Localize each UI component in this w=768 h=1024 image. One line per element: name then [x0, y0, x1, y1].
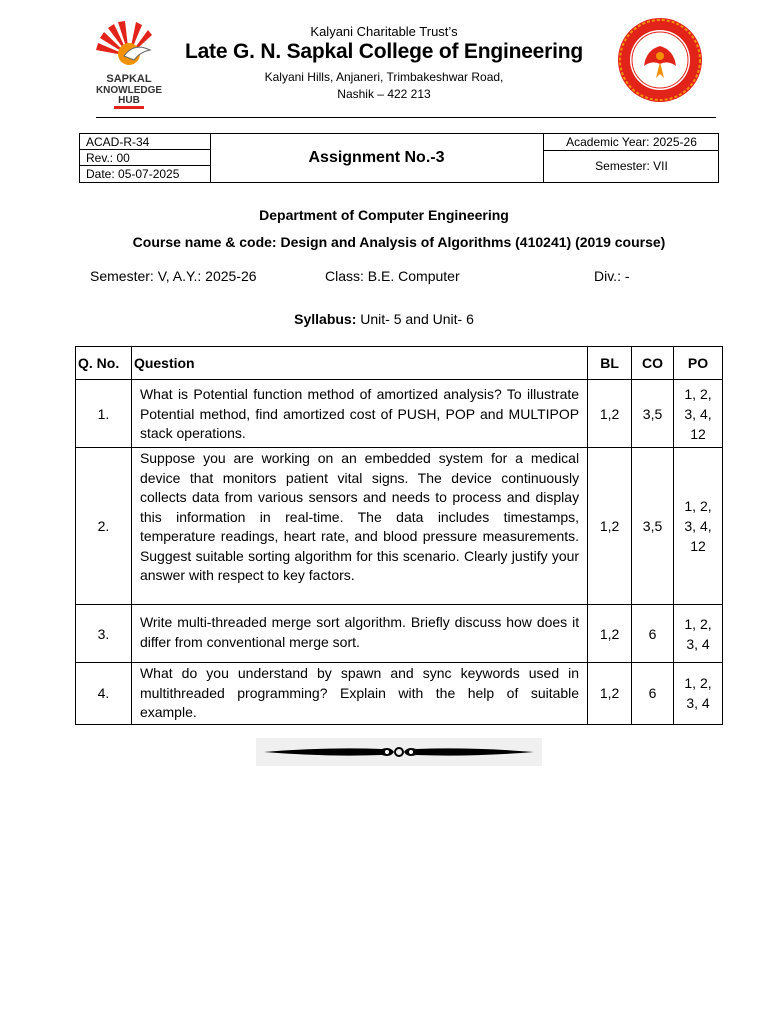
header-bl: BL	[588, 347, 632, 380]
po-value: 1, 2, 3, 4	[674, 663, 723, 725]
co-value: 6	[632, 663, 674, 725]
doc-code: ACAD-R-34	[80, 134, 210, 150]
logo-text-2: KNOWLEDGE	[95, 85, 163, 96]
trust-name: Kalyani Charitable Trust’s	[310, 24, 458, 39]
table-header-row	[76, 347, 723, 380]
header-question: Question	[131, 347, 587, 380]
question-number: 4.	[76, 663, 132, 725]
syllabus-label: Syllabus:	[294, 311, 357, 327]
logo-text-3: HUB	[118, 95, 140, 106]
co-value: 3,5	[632, 448, 674, 605]
question-number: 3.	[76, 605, 132, 663]
co-value: 3,5	[632, 380, 674, 448]
table-row	[76, 663, 723, 725]
po-value: 1, 2, 3, 4, 12	[674, 380, 723, 448]
syllabus-value: Unit- 5 and Unit- 6	[356, 311, 474, 327]
question-text: Suppose you are working on an embedded system for a medical device that monitors patient vital signs. The device continuously collects data from various sensors and needs to process and display this information in real-time. The data includes timestamps, temperature readings, heart rate, and blood pressure measurements. Suggest suitable sorting algorithm for this scenario. Clearly justify your answer with respect to key factors.	[131, 448, 587, 605]
po-value: 1, 2, 3, 4	[674, 605, 723, 663]
course-title: Course name & code: Design and Analysis of Algorithms (410241) (2019 course)	[132, 234, 666, 250]
question-text: Write multi-threaded merge sort algorithm. Briefly discuss how does it differ from conventional merge sort.	[131, 605, 587, 663]
po-value: 1, 2, 3, 4, 12	[674, 448, 723, 605]
header-divider	[96, 117, 716, 118]
department-title: Department of Computer Engineering	[259, 207, 509, 223]
question-number: 2.	[76, 448, 132, 605]
academic-info-column	[543, 134, 719, 182]
address-line-1: Kalyani Hills, Anjaneri, Trimbakeshwar Road,	[264, 70, 504, 84]
co-value: 6	[632, 605, 674, 663]
bl-value: 1,2	[588, 605, 632, 663]
table-row	[76, 380, 723, 448]
bl-value: 1,2	[588, 448, 632, 605]
header-po: PO	[674, 347, 723, 380]
logo-text-1: SAPKAL	[106, 73, 152, 85]
college-seal-logo	[616, 16, 704, 104]
question-text: What is Potential function method of amortized analysis? To illustrate Potential method, find amortized cost of PUSH, POP and MULTIPOP stack operations.	[131, 380, 587, 448]
question-text: What do you understand by spawn and sync keywords used in multithreaded programming? Explain with the help of suitable example.	[131, 663, 587, 725]
ornamental-divider	[256, 738, 542, 766]
question-number: 1.	[76, 380, 132, 448]
assignment-title: Assignment No.-3	[308, 149, 445, 166]
document-info-box	[79, 133, 719, 183]
college-name: Late G. N. Sapkal College of Engineering	[184, 40, 584, 63]
academic-year: Academic Year: 2025-26	[544, 134, 719, 151]
doc-date: Date: 05-07-2025	[86, 167, 180, 181]
address-line-2: Nashik – 422 213	[337, 87, 431, 101]
header-co: CO	[632, 347, 674, 380]
header-qno: Q. No.	[76, 347, 132, 380]
bl-value: 1,2	[588, 663, 632, 725]
table-row	[76, 605, 723, 663]
syllabus	[0, 311, 768, 327]
class-info: Class: B.E. Computer	[325, 268, 460, 284]
questions-table	[75, 346, 723, 725]
division-info: Div.: -	[594, 268, 630, 284]
table-row	[76, 448, 723, 605]
doc-revision: Rev.: 00	[80, 150, 210, 166]
bl-value: 1,2	[588, 380, 632, 448]
semester: Semester: VII	[595, 159, 668, 173]
doc-code-column	[80, 134, 211, 182]
semester-ay: Semester: V, A.Y.: 2025-26	[90, 268, 257, 284]
